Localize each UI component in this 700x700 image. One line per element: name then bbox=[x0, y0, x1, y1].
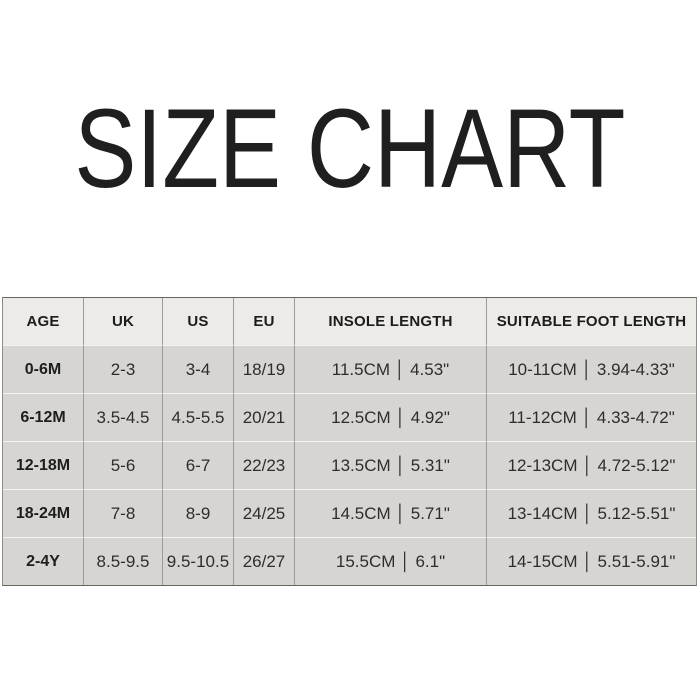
cell-insole-length: 14.5CM │ 5.71" bbox=[295, 490, 487, 538]
cell-foot-length: 10-11CM │ 3.94-4.33" bbox=[487, 346, 696, 394]
header-row bbox=[3, 298, 696, 346]
cell-insole-length: 11.5CM │ 4.53" bbox=[295, 346, 487, 394]
size-table bbox=[2, 297, 697, 586]
cell-us: 8-9 bbox=[163, 490, 234, 538]
cell-age: 0-6M bbox=[3, 346, 84, 394]
cell-uk: 5-6 bbox=[84, 442, 163, 490]
cell-eu: 22/23 bbox=[234, 442, 295, 490]
cell-insole-length: 15.5CM │ 6.1" bbox=[295, 538, 487, 585]
cell-age: 18-24M bbox=[3, 490, 84, 538]
cell-foot-length: 14-15CM │ 5.51-5.91" bbox=[487, 538, 696, 585]
col-header-age: AGE bbox=[3, 298, 84, 346]
table-row bbox=[3, 346, 696, 394]
cell-age: 12-18M bbox=[3, 442, 84, 490]
table-row bbox=[3, 538, 696, 585]
cell-foot-length: 12-13CM │ 4.72-5.12" bbox=[487, 442, 696, 490]
title-section bbox=[0, 0, 700, 297]
cell-uk: 3.5-4.5 bbox=[84, 394, 163, 442]
cell-us: 9.5-10.5 bbox=[163, 538, 234, 585]
col-header-insole-length: INSOLE LENGTH bbox=[295, 298, 487, 346]
col-header-suitable-foot-length: SUITABLE FOOT LENGTH bbox=[487, 298, 696, 346]
table-row bbox=[3, 394, 696, 442]
cell-eu: 20/21 bbox=[234, 394, 295, 442]
table-row bbox=[3, 490, 696, 538]
cell-eu: 26/27 bbox=[234, 538, 295, 585]
col-header-eu: EU bbox=[234, 298, 295, 346]
cell-uk: 7-8 bbox=[84, 490, 163, 538]
col-header-uk: UK bbox=[84, 298, 163, 346]
cell-insole-length: 12.5CM │ 4.92" bbox=[295, 394, 487, 442]
cell-us: 4.5-5.5 bbox=[163, 394, 234, 442]
cell-age: 2-4Y bbox=[3, 538, 84, 585]
cell-foot-length: 11-12CM │ 4.33-4.72" bbox=[487, 394, 696, 442]
cell-eu: 24/25 bbox=[234, 490, 295, 538]
cell-insole-length: 13.5CM │ 5.31" bbox=[295, 442, 487, 490]
cell-us: 3-4 bbox=[163, 346, 234, 394]
page-title: SIZE CHART bbox=[74, 85, 626, 211]
cell-uk: 8.5-9.5 bbox=[84, 538, 163, 585]
table-row bbox=[3, 442, 696, 490]
cell-eu: 18/19 bbox=[234, 346, 295, 394]
cell-us: 6-7 bbox=[163, 442, 234, 490]
size-table-grid bbox=[3, 298, 696, 585]
cell-foot-length: 13-14CM │ 5.12-5.51" bbox=[487, 490, 696, 538]
cell-age: 6-12M bbox=[3, 394, 84, 442]
cell-uk: 2-3 bbox=[84, 346, 163, 394]
col-header-us: US bbox=[163, 298, 234, 346]
